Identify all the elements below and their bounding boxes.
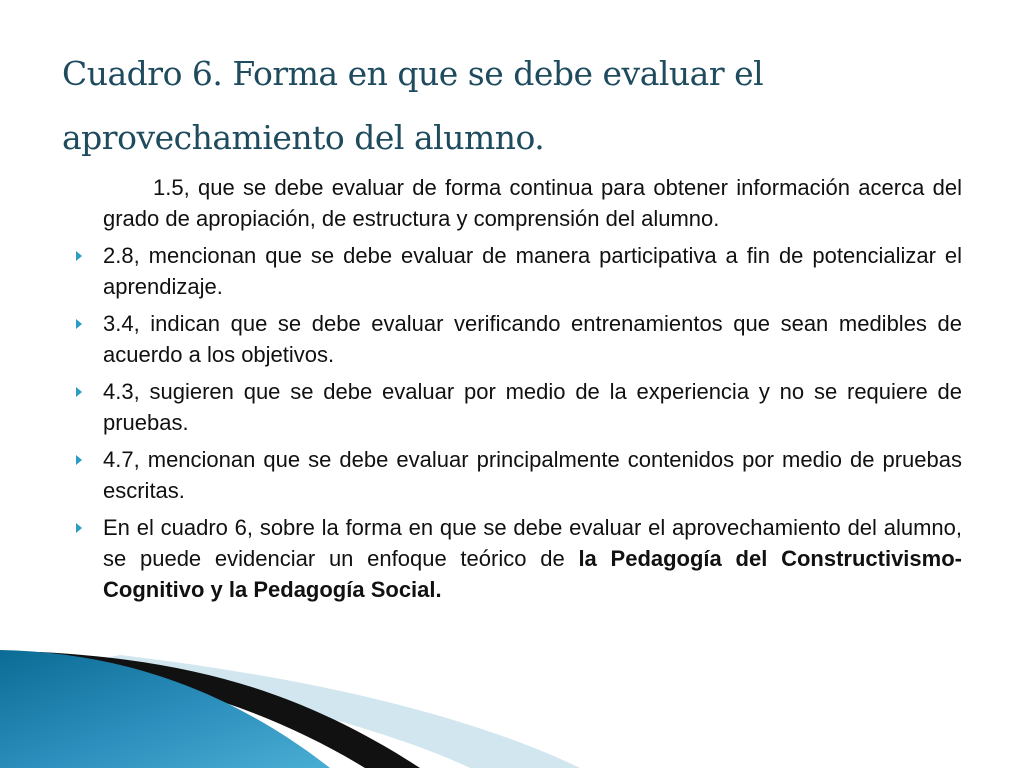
triangle-bullet-icon: [76, 251, 82, 261]
triangle-bullet-icon: [76, 523, 82, 533]
triangle-bullet-icon: [76, 455, 82, 465]
triangle-bullet-icon: [76, 319, 82, 329]
bullet-item: 3.4, indican que se debe evaluar verificando entrenamientos que sean medibles de acuerdo a los objetivos.: [103, 308, 962, 370]
slide-body: [103, 172, 962, 611]
bullet-item: 4.7, mencionan que se debe evaluar principalmente contenidos por medio de pruebas escritas.: [103, 444, 962, 506]
emphasis-text: la Pedagogía del Constructivismo-Cognitivo y la Pedagogía Social.: [103, 546, 962, 602]
bullet-item: 4.3, sugieren que se debe evaluar por medio de la experiencia y no se requiere de pruebas.: [103, 376, 962, 438]
bullet-item: 2.8, mencionan que se debe evaluar de manera participativa a fin de potencializar el aprendizaje.: [103, 240, 962, 302]
triangle-bullet-icon: [76, 387, 82, 397]
slide-title: Cuadro 6. Forma en que se debe evaluar el aprovechamiento del alumno.: [62, 54, 764, 157]
conclusion-bullet-item: En el cuadro 6, sobre la forma en que se debe evaluar el aprovechamiento del alumno, se puede evidenciar un enfoque teórico de la Pedagogía del Constructivismo-Cognitivo y la Pedagogía Social.: [103, 512, 962, 605]
intro-paragraph: 1.5, que se debe evaluar de forma continua para obtener información acerca del grado de apropiación, de estructura y comprensión del alumno.: [103, 175, 962, 231]
